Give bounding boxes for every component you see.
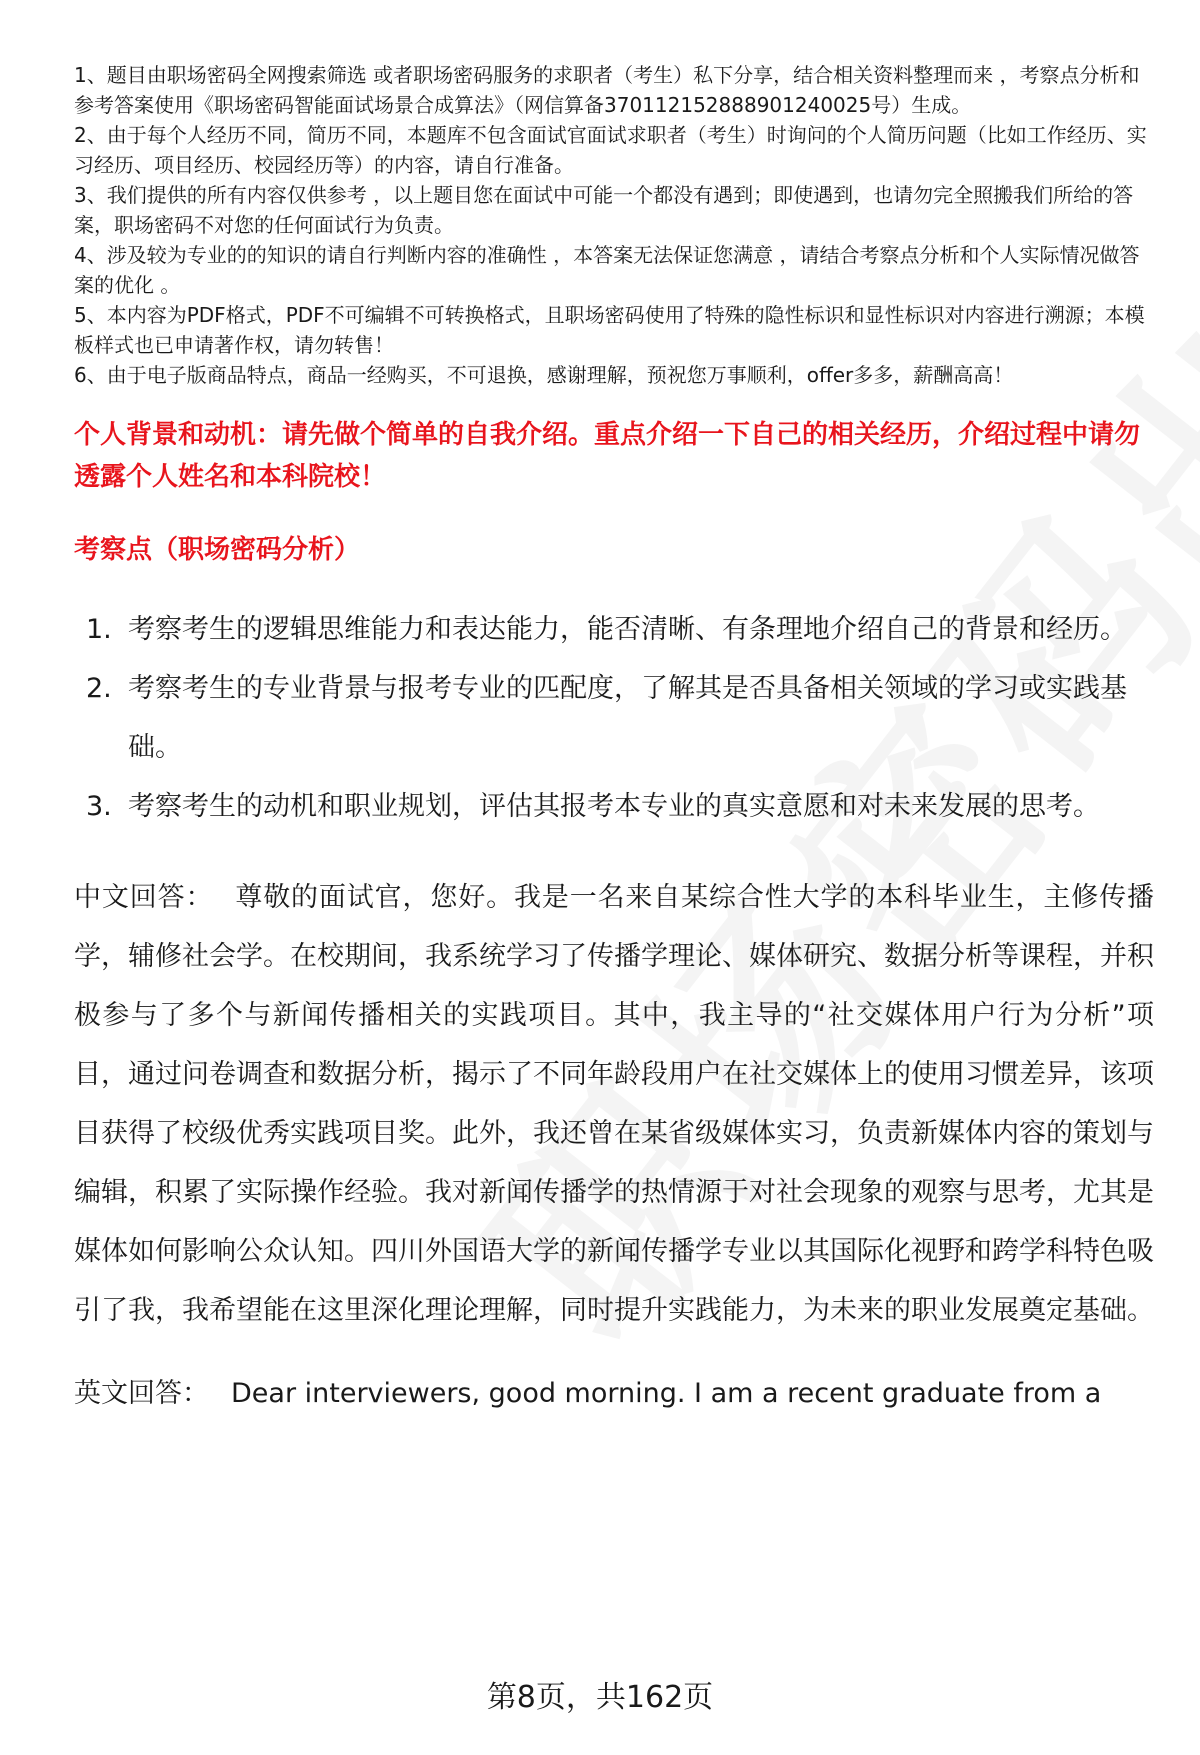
disclaimer-item: 3、我们提供的所有内容仅供参考 ，以上题目您在面试中可能一个都没有遇到；即使遇到，也请勿完全照搬我们所给的答案，职场密码不对您的任何面试行为负责。 (74, 183, 1134, 237)
disclaimer-list (74, 60, 1154, 390)
disclaimer-item: 5、本内容为PDF格式，PDF不可编辑不可转换格式，且职场密码使用了特殊的隐性标识和显性标识对内容进行溯源；本模板样式也已申请著作权，请勿转售！ (74, 303, 1145, 357)
point-number: 1. (86, 614, 112, 645)
english-answer-text: Dear interviewers, good morning. I am a recent graduate from a (231, 1378, 1102, 1409)
point-text: 考察考生的专业背景与报考专业的匹配度，了解其是否具备相关领域的学习或实践基础。 (128, 673, 1127, 763)
point-text: 考察考生的动机和职业规划，评估其报考本专业的真实意愿和对未来发展的思考。 (128, 791, 1100, 822)
point-text: 考察考生的逻辑思维能力和表达能力，能否清晰、有条理地介绍自己的背景和经历。 (128, 614, 1127, 645)
disclaimer-item: 1、题目由职场密码全网搜索筛选 或者职场密码服务的求职者（考生）私下分享，结合相关资料整理而来 ，考察点分析和参考答案使用《职场密码智能面试场景合成算法》（网信算备370112152888901240025号）生成。 (74, 63, 1140, 117)
page-content (74, 60, 1154, 1423)
english-answer-label: 英文回答： (74, 1378, 209, 1409)
chinese-answer-label: 中文回答： (74, 882, 214, 913)
english-answer (74, 1364, 1154, 1423)
analysis-points-list (74, 600, 1154, 836)
analysis-point (74, 600, 1154, 659)
analysis-point (74, 659, 1154, 777)
chinese-answer (74, 868, 1154, 1340)
point-number: 3. (86, 791, 112, 822)
question-heading: 个人背景和动机：请先做个简单的自我介绍。重点介绍一下自己的相关经历，介绍过程中请勿透露个人姓名和本科院校！ (74, 420, 1141, 492)
analysis-point (74, 777, 1154, 836)
point-number: 2. (86, 673, 112, 704)
chinese-answer-text: 尊敬的面试官，您好。我是一名来自某综合性大学的本科毕业生，主修传播学，辅修社会学。在校期间，我系统学习了传播学理论、媒体研究、数据分析等课程，并积极参与了多个与新闻传播相关的实践项目。其中，我主导的“社交媒体用户行为分析”项目，通过问卷调查和数据分析，揭示了不同年龄段用户在社交媒体上的使用习惯差异，该项目获得了校级优秀实践项目奖。此外，我还曾在某省级媒体实习，负责新媒体内容的策划与编辑，积累了实际操作经验。我对新闻传播学的热情源于对社会现象的观察与思考，尤其是媒体如何影响公众认知。四川外国语大学的新闻传播学专业以其国际化视野和跨学科特色吸引了我，我希望能在这里深化理论理解，同时提升实践能力，为未来的职业发展奠定基础。 (74, 882, 1155, 1326)
disclaimer-item: 4、涉及较为专业的的知识的请自行判断内容的准确性 ，本答案无法保证您满意 ，请结合考察点分析和个人实际情况做答案的优化 。 (74, 243, 1140, 297)
disclaimer-item: 6、由于电子版商品特点，商品一经购买，不可退换，感谢理解，预祝您万事顺利，offer多多，薪酬高高！ (74, 363, 1014, 387)
analysis-section-title: 考察点（职场密码分析） (74, 535, 361, 565)
disclaimer-item: 2、由于每个人经历不同，简历不同，本题库不包含面试官面试求职者（考生）时询问的个人简历问题（比如工作经历、实习经历、项目经历、校园经历等）的内容，请自行准备。 (74, 123, 1147, 177)
page-number-footer: 第8页，共162页 (486, 1680, 714, 1715)
